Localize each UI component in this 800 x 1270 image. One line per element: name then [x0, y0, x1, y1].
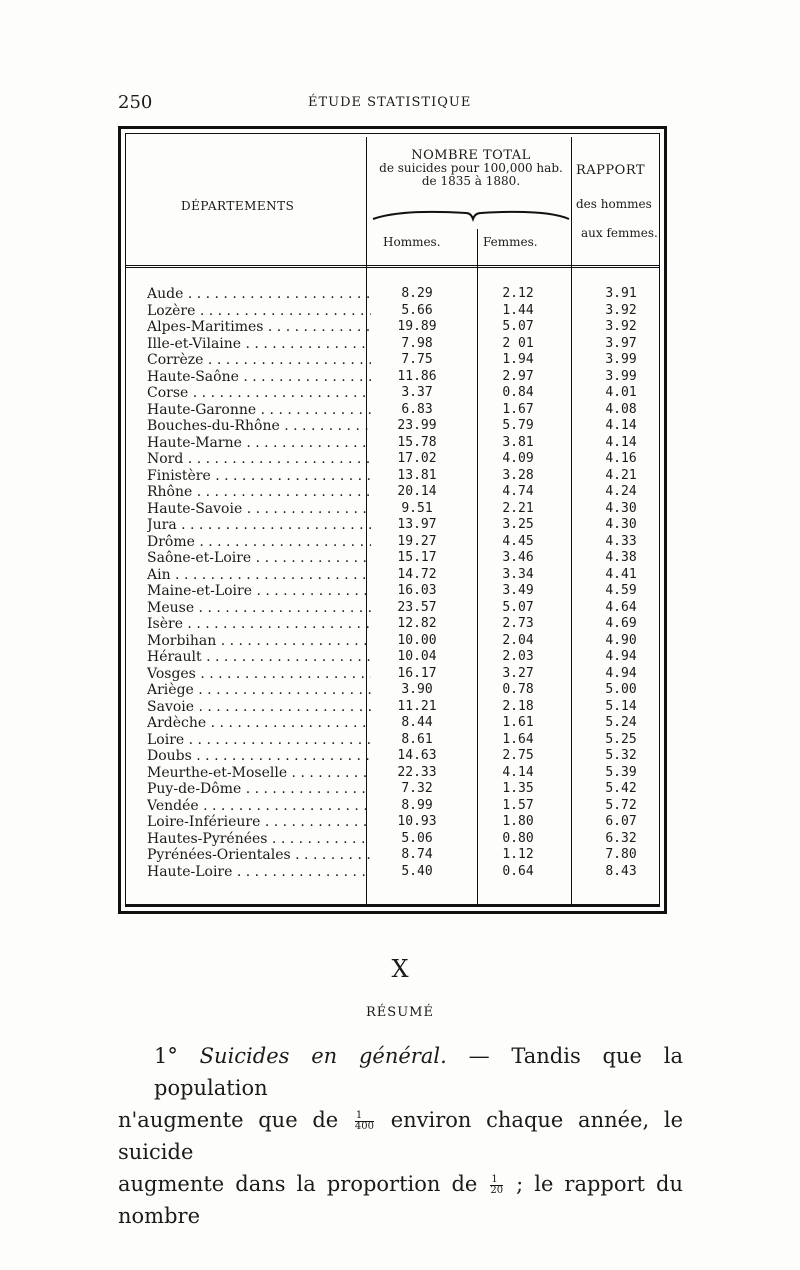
rapport-value: 4.14: [605, 418, 637, 433]
section-title: RÉSUMÉ: [366, 1005, 434, 1020]
hommes-value: 8.61: [401, 731, 433, 747]
paragraph-line: [118, 1040, 683, 1104]
femmes-value: 2.97: [502, 368, 534, 384]
fraction: [490, 1175, 503, 1196]
table-row: [141, 831, 666, 848]
table-row: [141, 567, 666, 584]
hommes-value: 5.06: [401, 830, 433, 846]
department-name: Maine-et-Loire . . .: [147, 583, 371, 600]
rapport-value: 4.59: [605, 583, 637, 598]
femmes-value: 0.78: [502, 682, 534, 697]
department-name: Puy-de-Dôme . . .: [147, 781, 371, 798]
rapport-value: 4.94: [605, 649, 637, 664]
rapport-value: 4.38: [605, 550, 637, 565]
hommes-value: 15.17: [397, 550, 437, 565]
rapport-value: 5.24: [605, 715, 637, 730]
page-header: [118, 92, 678, 116]
department-name: Morbihan . . .: [147, 633, 371, 650]
hommes-value: 8.99: [401, 797, 433, 813]
department-name: Aude . . .: [147, 286, 371, 303]
rapport-value: 3.91: [605, 286, 637, 301]
fraction-denominator: 400: [354, 1121, 374, 1132]
department-name: Meurthe-et-Moselle . . .: [147, 765, 371, 782]
rapport-value: 8.43: [605, 863, 637, 879]
department-name: Rhône . . .: [147, 484, 371, 501]
femmes-value: 3.81: [502, 434, 534, 450]
table-row: [141, 517, 666, 534]
femmes-value: 3.28: [502, 467, 534, 483]
hommes-value: 17.02: [397, 451, 437, 466]
femmes-value: 1.94: [502, 352, 534, 367]
table-row: [141, 303, 666, 320]
fraction-numerator: 1: [355, 1111, 374, 1122]
hommes-value: 15.78: [397, 434, 437, 450]
hommes-value: 8.44: [401, 715, 433, 730]
header-nombre-line1: NOMBRE TOTAL: [411, 148, 531, 163]
table-row: [141, 319, 666, 336]
hommes-value: 7.75: [401, 352, 433, 367]
department-name: Corse . . .: [147, 385, 371, 402]
department-name: Hautes-Pyrénées . . .: [147, 831, 371, 848]
department-name: Ariège . . .: [147, 682, 371, 699]
table-body: [141, 286, 666, 880]
page-number: 250: [118, 92, 153, 113]
hommes-value: 9.51: [401, 500, 433, 516]
running-title: ÉTUDE STATISTIQUE: [308, 95, 472, 110]
table-row: [141, 402, 666, 419]
bottom-rule: [125, 904, 660, 906]
table-row: [141, 699, 666, 716]
femmes-value: 1.57: [502, 797, 534, 813]
hommes-value: 16.17: [397, 665, 437, 681]
rapport-value: 4.90: [605, 632, 637, 648]
table-row: [141, 352, 666, 369]
department-name: Vosges . . .: [147, 666, 371, 683]
department-name: Jura . . .: [147, 517, 371, 534]
department-name: Haute-Savoie . . .: [147, 501, 371, 518]
department-name: Lozère . . .: [147, 303, 371, 320]
paragraph-line: [118, 1168, 683, 1232]
femmes-value: 1.12: [502, 847, 534, 862]
hommes-value: 16.03: [397, 583, 437, 598]
rapport-value: 4.14: [605, 434, 637, 450]
header-nombre-line2: de suicides pour 100,000 hab.: [379, 161, 563, 175]
table-row: [141, 682, 666, 699]
rapport-value: 3.92: [605, 302, 637, 318]
femmes-value: 2.18: [502, 698, 534, 714]
femmes-value: 0.64: [502, 863, 534, 879]
header-hommes: Hommes.: [383, 235, 441, 249]
header-femmes: Femmes.: [483, 235, 538, 249]
femmes-value: 2 01: [502, 335, 534, 351]
hommes-value: 20.14: [397, 484, 437, 499]
department-name: Pyrénées-Orientales . . .: [147, 847, 371, 864]
hommes-value: 12.82: [397, 616, 437, 631]
rapport-value: 3.92: [605, 319, 637, 334]
table-row: [141, 715, 666, 732]
rapport-value: 3.97: [605, 335, 637, 351]
rapport-value: 4.30: [605, 517, 637, 532]
femmes-value: 2.12: [502, 286, 534, 301]
femmes-value: 3.27: [502, 665, 534, 681]
femmes-value: 1.67: [502, 401, 534, 417]
femmes-value: 3.34: [502, 566, 534, 582]
femmes-value: 1.35: [502, 781, 534, 796]
department-name: Bouches-du-Rhône . . .: [147, 418, 371, 435]
table-row: [141, 451, 666, 468]
department-name: Corrèze . . .: [147, 352, 371, 369]
table-row: [141, 484, 666, 501]
rapport-value: 7.80: [605, 847, 637, 862]
department-name: Ardèche . . .: [147, 715, 371, 732]
department-name: Loire . . .: [147, 732, 371, 749]
department-name: Vendée . . .: [147, 798, 371, 815]
table-row: [141, 732, 666, 749]
paragraph-lead: 1°: [154, 1044, 200, 1068]
rapport-value: 3.99: [605, 368, 637, 384]
hommes-value: 5.40: [401, 863, 433, 879]
hommes-value: 3.90: [401, 682, 433, 697]
hommes-value: 8.29: [401, 286, 433, 301]
hommes-value: 6.83: [401, 401, 433, 417]
table-row: [141, 435, 666, 452]
femmes-value: 4.09: [502, 451, 534, 466]
statistics-table: [118, 126, 667, 914]
header-rapport-line2: des hommes: [576, 197, 652, 211]
rapport-value: 4.69: [605, 616, 637, 631]
table-row: [141, 781, 666, 798]
table-row: [141, 864, 666, 881]
table-row: [141, 534, 666, 551]
hommes-value: 8.74: [401, 847, 433, 862]
header-rule: [125, 265, 660, 266]
department-name: Finistère . . .: [147, 468, 371, 485]
femmes-value: 5.79: [502, 418, 534, 433]
table-row: [141, 616, 666, 633]
hommes-value: 23.99: [397, 418, 437, 433]
femmes-value: 0.84: [502, 385, 534, 400]
department-name: Ain . . .: [147, 567, 371, 584]
hommes-value: 7.98: [401, 335, 433, 351]
femmes-value: 2.75: [502, 748, 534, 763]
hommes-value: 14.63: [397, 748, 437, 763]
femmes-value: 3.49: [502, 583, 534, 598]
table-row: [141, 286, 666, 303]
paragraph-line: [118, 1104, 683, 1168]
rapport-value: 5.42: [605, 781, 637, 796]
table-row: [141, 385, 666, 402]
femmes-value: 1.64: [502, 731, 534, 747]
hommes-value: 7.32: [401, 781, 433, 796]
department-name: Haute-Loire . . .: [147, 864, 371, 881]
femmes-value: 5.07: [502, 599, 534, 615]
rapport-value: 4.24: [605, 484, 637, 499]
department-name: Haute-Saône . . .: [147, 369, 371, 386]
header-rapport: RAPPORT: [576, 163, 646, 178]
table-row: [141, 501, 666, 518]
hommes-value: 11.86: [397, 368, 437, 384]
paragraph-text: n'augmente que de: [118, 1108, 353, 1132]
hommes-value: 13.97: [397, 517, 437, 532]
rapport-value: 6.07: [605, 814, 637, 829]
femmes-value: 2.03: [502, 649, 534, 664]
body-paragraph: [118, 1040, 683, 1232]
paragraph-text: — Tandis que la population: [154, 1044, 683, 1100]
table-row: [141, 468, 666, 485]
hommes-value: 19.27: [397, 533, 437, 549]
table-row: [141, 765, 666, 782]
department-name: Ille-et-Vilaine . . .: [147, 336, 371, 353]
hommes-value: 10.00: [397, 632, 437, 648]
paragraph-text: environ chaque année, le suicide: [118, 1108, 684, 1164]
department-name: Haute-Garonne . . .: [147, 402, 371, 419]
brace-icon: [371, 205, 571, 225]
femmes-value: 3.25: [502, 517, 534, 532]
femmes-value: 2.73: [502, 616, 534, 631]
table-row: [141, 550, 666, 567]
hommes-value: 19.89: [397, 319, 437, 334]
department-name: Savoie . . .: [147, 699, 371, 716]
hommes-value: 11.21: [397, 698, 437, 714]
section-number: X: [391, 955, 409, 983]
rapport-value: 4.01: [605, 385, 637, 400]
hommes-value: 23.57: [397, 599, 437, 615]
hommes-value: 10.04: [397, 649, 437, 664]
femmes-value: 4.14: [502, 764, 534, 780]
header-departements: DÉPARTEMENTS: [181, 199, 295, 213]
department-name: Isère . . .: [147, 616, 371, 633]
hommes-value: 22.33: [397, 764, 437, 780]
femmes-value: 1.61: [502, 715, 534, 730]
femmes-value: 3.46: [502, 550, 534, 565]
rapport-value: 4.41: [605, 566, 637, 582]
paragraph-italic: Suicides en général.: [199, 1044, 447, 1068]
rapport-value: 4.94: [605, 665, 637, 681]
hommes-value: 3.37: [401, 385, 433, 400]
femmes-value: 1.80: [502, 814, 534, 829]
table-row: [141, 583, 666, 600]
rapport-value: 4.33: [605, 533, 637, 549]
femmes-value: 2.04: [502, 632, 534, 648]
fraction-numerator: 1: [490, 1175, 503, 1186]
femmes-value: 4.45: [502, 533, 534, 549]
rapport-value: 3.99: [605, 352, 637, 367]
femmes-value: 0.80: [502, 830, 534, 846]
department-name: Hérault . . .: [147, 649, 371, 666]
header-rule: [125, 267, 660, 268]
header-nombre-total: [366, 149, 576, 188]
hommes-value: 5.66: [401, 302, 433, 318]
rapport-value: 4.30: [605, 500, 637, 516]
rapport-value: 4.08: [605, 401, 637, 417]
rapport-value: 4.21: [605, 467, 637, 483]
table-row: [141, 336, 666, 353]
header-rapport-line3: aux femmes.: [581, 226, 658, 240]
table-row: [141, 369, 666, 386]
table-row: [141, 847, 666, 864]
femmes-value: 5.07: [502, 319, 534, 334]
department-name: Saône-et-Loire . . .: [147, 550, 371, 567]
table-row: [141, 418, 666, 435]
table-row: [141, 666, 666, 683]
femmes-value: 4.74: [502, 484, 534, 499]
paragraph-text: augmente dans la proportion de: [118, 1172, 489, 1196]
rapport-value: 5.32: [605, 748, 637, 763]
table-row: [141, 814, 666, 831]
paragraph-text: ; le rapport du nombre: [118, 1172, 683, 1228]
rapport-value: 5.14: [605, 698, 637, 714]
rapport-value: 5.39: [605, 764, 637, 780]
department-name: Alpes-Maritimes . . .: [147, 319, 371, 336]
rapport-value: 6.32: [605, 830, 637, 846]
table-row: [141, 600, 666, 617]
table-row: [141, 649, 666, 666]
rapport-value: 5.25: [605, 731, 637, 747]
table-row: [141, 748, 666, 765]
department-name: Loire-Inférieure . . .: [147, 814, 371, 831]
hommes-value: 14.72: [397, 566, 437, 582]
department-name: Drôme . . .: [147, 534, 371, 551]
table-row: [141, 798, 666, 815]
table-row: [141, 633, 666, 650]
fraction: [355, 1111, 374, 1132]
rapport-value: 4.16: [605, 451, 637, 466]
femmes-value: 1.44: [502, 302, 534, 318]
department-name: Haute-Marne . . .: [147, 435, 371, 452]
hommes-value: 10.93: [397, 814, 437, 829]
rapport-value: 4.64: [605, 599, 637, 615]
femmes-value: 2.21: [502, 500, 534, 516]
rapport-value: 5.00: [605, 682, 637, 697]
header-nombre-line3: de 1835 à 1880.: [421, 174, 521, 188]
fraction-denominator: 20: [490, 1185, 504, 1196]
department-name: Doubs . . .: [147, 748, 371, 765]
hommes-value: 13.81: [397, 467, 437, 483]
department-name: Meuse . . .: [147, 600, 371, 617]
rapport-value: 5.72: [605, 797, 637, 813]
department-name: Nord . . .: [147, 451, 371, 468]
